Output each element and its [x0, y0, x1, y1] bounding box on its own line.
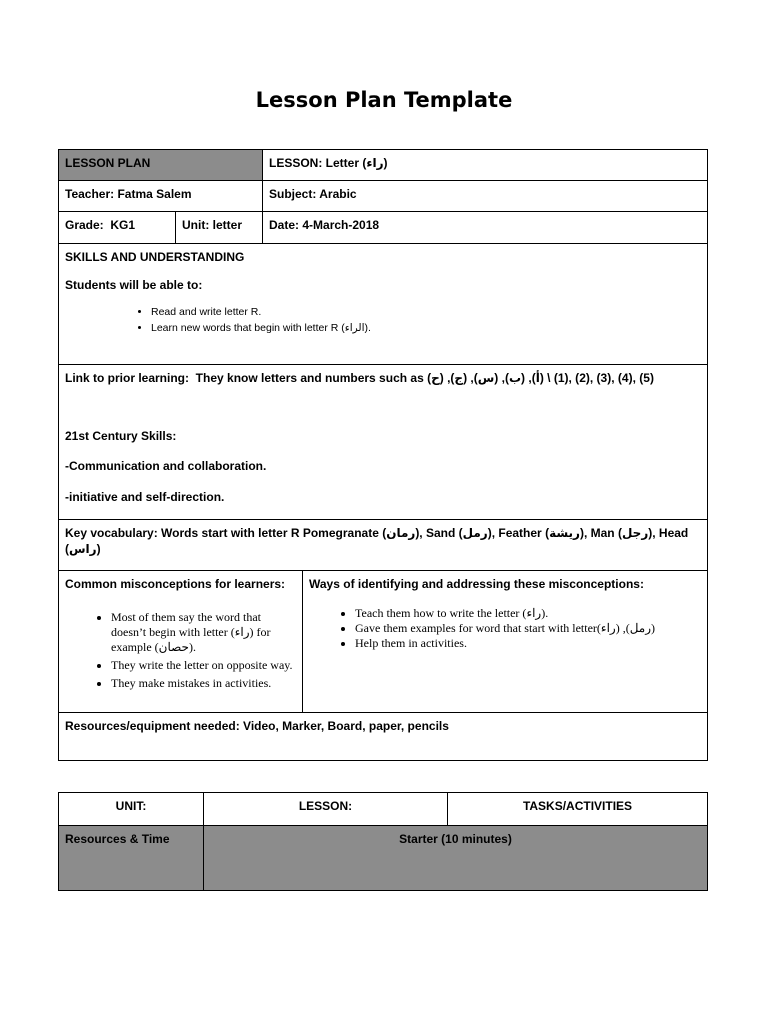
- lesson-plan-label: LESSON PLAN: [65, 156, 151, 170]
- century-item: -initiative and self-direction.: [65, 489, 225, 504]
- list-item: • They write the letter on opposite way.: [111, 658, 296, 673]
- vocab-label: Key vocabulary:: [65, 526, 158, 540]
- date-label: Date:: [269, 218, 300, 232]
- misconceptions-list: [65, 610, 296, 691]
- starter-label: Starter (10 minutes): [399, 832, 512, 846]
- skills-heading: SKILLS AND UNDERSTANDING: [65, 250, 245, 264]
- list-item: • Read and write letter R.: [151, 305, 701, 320]
- subject-value: Arabic: [316, 187, 357, 201]
- list-item: • Most of them say the word that doesn’t begin with letter (راء) for example (حصان).: [111, 610, 296, 655]
- subject-label: Subject:: [269, 187, 317, 201]
- grade-label: Grade:: [65, 218, 104, 232]
- misconceptions-cell: [58, 570, 303, 713]
- unit-header-cell: [58, 792, 204, 826]
- unit-label: Unit:: [182, 218, 210, 232]
- resources-value: Video, Marker, Board, paper, pencils: [239, 719, 449, 733]
- lesson-cell: [262, 149, 708, 181]
- list-item: • Help them in activities.: [355, 636, 701, 651]
- tasks-header: TASKS/ACTIVITIES: [522, 799, 633, 813]
- resources-cell: [58, 712, 708, 761]
- lesson-value: Letter (راء): [322, 156, 388, 170]
- prior-learning-cell: [58, 364, 708, 520]
- grade-value: KG1: [103, 218, 136, 232]
- list-item: • Learn new words that begin with letter R (الراء).: [151, 321, 701, 336]
- grade-cell: [58, 211, 176, 244]
- teacher-cell: [58, 180, 263, 212]
- lesson-header: LESSON:: [298, 799, 353, 813]
- subject-cell: [262, 180, 708, 212]
- list-item: • Teach them how to write the letter (راء).: [355, 606, 701, 621]
- prior-value: They know letters and numbers such as (ح) ,(ج) ,(س) ,(ب) ,(أ) \ (1), (2), (3), (4), (5): [189, 371, 654, 385]
- century-heading: 21st Century Skills:: [65, 429, 177, 444]
- unit-value: letter: [209, 218, 243, 232]
- century-item: -Communication and collaboration.: [65, 459, 267, 474]
- unit-header: UNIT:: [115, 799, 147, 813]
- skills-cell: [58, 243, 708, 365]
- teacher-value: Fatma Salem: [114, 187, 192, 201]
- vocab-value: Words start with letter R Pomegranate (رمان), Sand (رمل), Feather (ريشة), Man (رجل), Head (راس): [65, 526, 689, 557]
- prior-learning-text: [65, 370, 701, 386]
- lesson-label: LESSON:: [269, 156, 323, 170]
- list-item: • Gave them examples for word that start with letter(راء) ,(رمل): [355, 621, 701, 636]
- document-title: Lesson Plan Template: [255, 88, 513, 112]
- date-cell: [262, 211, 708, 244]
- starter-cell: [203, 825, 708, 891]
- skills-list: [65, 305, 701, 335]
- resources-time-label: Resources & Time: [65, 832, 170, 846]
- resources-label: Resources/equipment needed:: [65, 719, 240, 733]
- prior-label: Link to prior learning:: [65, 371, 190, 385]
- ways-cell: [302, 570, 708, 713]
- date-value: 4-March-2018: [299, 218, 380, 232]
- students-able-text: Students will be able to:: [65, 278, 203, 293]
- list-item: • They make mistakes in activities.: [111, 676, 296, 691]
- ways-list: [309, 606, 701, 651]
- misconceptions-heading: Common misconceptions for learners:: [65, 577, 286, 591]
- resources-time-cell: [58, 825, 204, 891]
- vocabulary-cell: [58, 519, 708, 571]
- lesson-header-cell: [203, 792, 448, 826]
- lesson-plan-header-cell: [58, 149, 263, 181]
- ways-heading: Ways of identifying and addressing these misconceptions:: [309, 577, 644, 591]
- teacher-label: Teacher:: [65, 187, 115, 201]
- tasks-header-cell: [447, 792, 708, 826]
- unit-cell: [175, 211, 263, 244]
